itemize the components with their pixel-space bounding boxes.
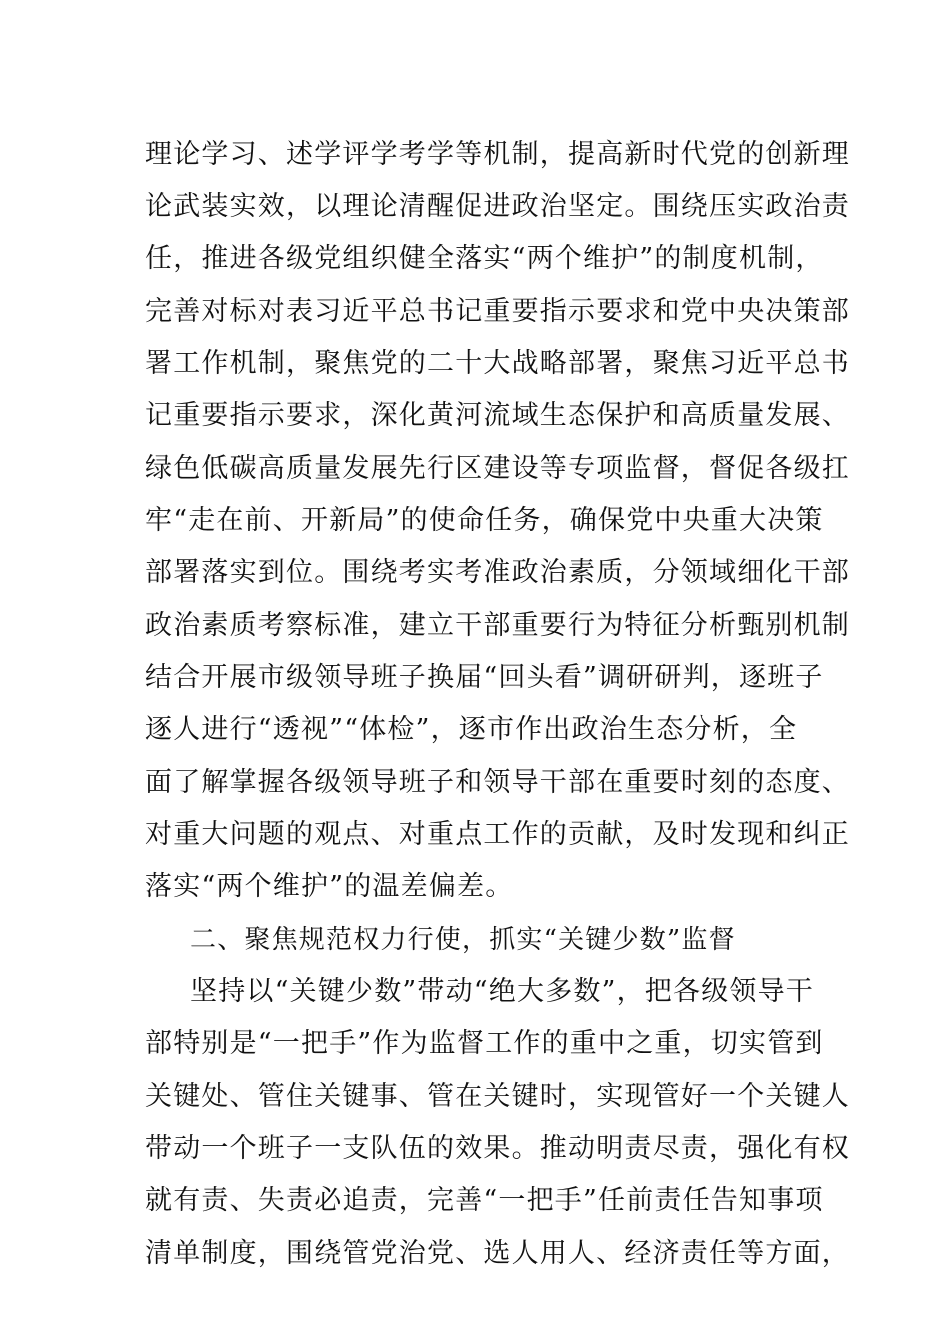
body-text-line: 绿色低碳高质量发展先行区建设等专项监督，督促各级扛 (145, 453, 850, 484)
body-text-line: 就有责、失责必追责，完善“一把手”任前责任告知事项 (145, 1185, 824, 1216)
body-text-line: 逐人进行“透视”“体检”，逐市作出政治生态分析，全 (145, 714, 798, 745)
body-text-line: 政治素质考察标准，建立干部重要行为特征分析甄别机制 (145, 610, 850, 641)
body-text-line: 任，推进各级党组织健全落实“两个维护”的制度机制， (145, 243, 824, 274)
body-text-line: 落实“两个维护”的温差偏差。 (145, 871, 514, 902)
body-text-line: 坚持以“关键少数”带动“绝大多数”，把各级领导干 (190, 976, 815, 1007)
body-text-line: 部特别是“一把手”作为监督工作的重中之重，切实管到 (145, 1028, 824, 1059)
body-text-line: 对重大问题的观点、对重点工作的贡献，及时发现和纠正 (145, 819, 850, 850)
body-text-line: 面了解掌握各级领导班子和领导干部在重要时刻的态度、 (145, 767, 850, 798)
body-text-line: 署工作机制，聚焦党的二十大战略部署，聚焦习近平总书 (145, 348, 850, 379)
section-heading: 二、聚焦规范权力行使，抓实“关键少数”监督 (190, 925, 736, 955)
body-text-line: 结合开展市级领导班子换届“回头看”调研研判，逐班子 (145, 662, 824, 693)
body-text-line: 部署落实到位。围绕考实考准政治素质，分领域细化干部 (145, 557, 850, 588)
body-text-line: 完善对标对表习近平总书记重要指示要求和党中央决策部 (145, 296, 850, 327)
body-text-line: 理论学习、述学评学考学等机制，提高新时代党的创新理 (145, 139, 850, 170)
body-text-line: 论武装实效，以理论清醒促进政治坚定。围绕压实政治责 (145, 191, 850, 222)
body-text-line: 清单制度，围绕管党治党、选人用人、经济责任等方面， (145, 1238, 850, 1269)
body-text-line: 带动一个班子一支队伍的效果。推动明责尽责，强化有权 (145, 1133, 850, 1164)
body-text-line: 关键处、管住关键事、管在关键时，实现管好一个关键人 (145, 1081, 850, 1112)
body-text-line: 牢“走在前、开新局”的使命任务，确保党中央重大决策 (145, 505, 824, 536)
body-text-line: 记重要指示要求，深化黄河流域生态保护和高质量发展、 (145, 400, 850, 431)
